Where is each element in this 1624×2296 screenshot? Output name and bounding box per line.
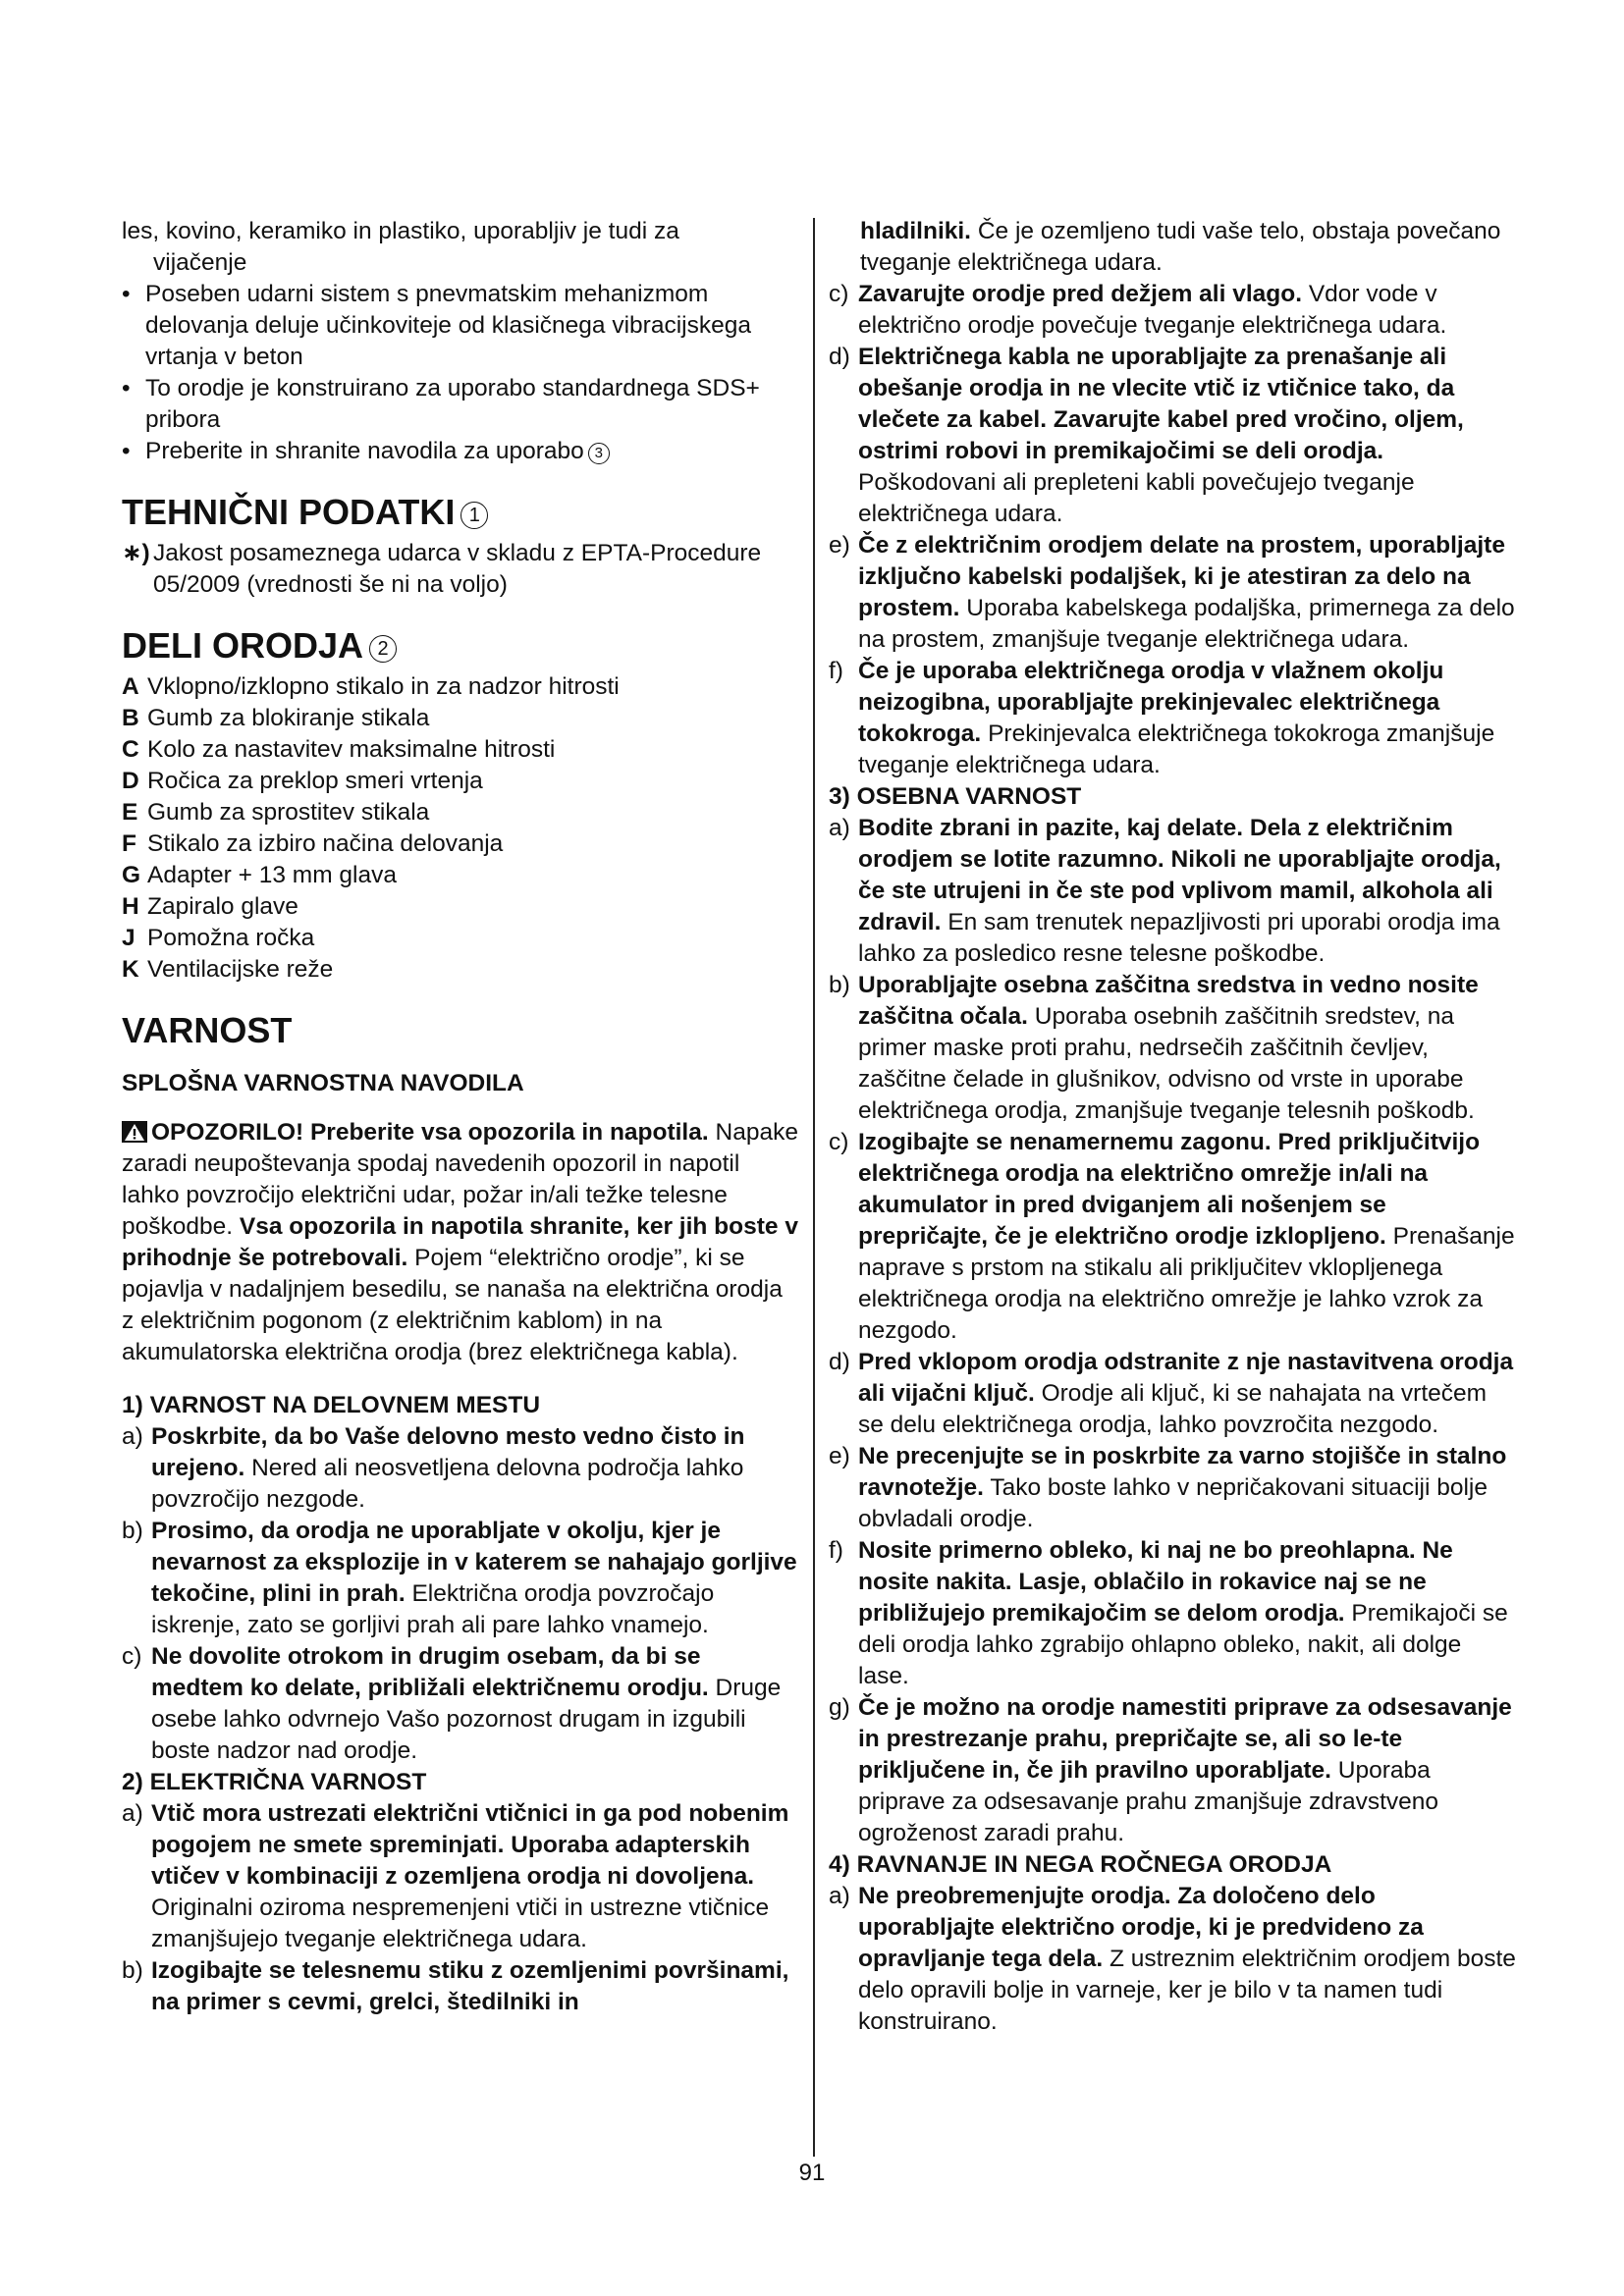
safety-item: f) Če je uporaba električnega orodja v vlažnem okolju neizogibna, uporabljajte prekinjevalec električnega tokokroga. Prekinjevalca električnega tokokroga zmanjšuje tveganje električnega udara. [829,658,1495,778]
general-safety-heading: SPLOŠNA VARNOSTNA NAVODILA [122,1070,524,1096]
intro-text: les, kovino, keramiko in plastiko, uporabljiv je tudi za vijačenje [122,218,679,276]
safety-item: c) Zavarujte orodje pred dežjem ali vlago. Vdor vode v električno orodje povečuje tveganje električnega udara. [829,281,1447,339]
safety-item: b) Prosimo, da orodja ne uporabljate v okolju, kjer je nevarnost za eksplozije in v katerem se nahajajo gorljive tekočine, plini in prah. Električna orodja povzročajo iskrenje, zato se gorljivi prah ali pare lahko vnamejo. [122,1518,797,1638]
parts-list [122,671,799,986]
part-item: J Pomožna ročka [122,925,315,951]
section-3-heading: 3) OSEBNA VARNOST [829,783,1082,810]
part-item: G Adapter + 13 mm glava [122,862,397,888]
continued-text: hladilniki. Če je ozemljeno tudi vaše telo, obstaja povečano tveganje električnega udara. [860,218,1501,276]
bullet-item: • Poseben udarni sistem s pnevmatskim mehanizmom delovanja deluje učinkoviteje od klasičnega vibracijskega vrtanja v beton [122,279,799,373]
section-2-heading: 2) ELEKTRIČNA VARNOST [122,1769,427,1795]
tech-data-heading: TEHNIČNI PODATKI 1 [122,493,799,532]
bullet-item: • To orodje je konstruirano za uporabo standardnega SDS+ pribora [122,373,799,436]
safety-item: g) Če je možno na orodje namestiti priprave za odsesavanje in prestrezanje prahu, prepričajte se, ali so le-te priključene in, če jih pravilno uporabljate. Uporaba priprave za odsesavanje prahu zmanjšuje zdravstveno ogroženost zaradi prahu. [829,1694,1512,1846]
part-item: C Kolo za nastavitev maksimalne hitrosti [122,736,556,763]
safety-item: a) Vtič mora ustrezati električni vtičnici in ga pod nobenim pogojem ne smete spreminjati. Uporaba adapterskih vtičev v kombinaciji z ozemljena orodja ni dovoljena. Originalni oziroma nespremenjeni vtiči in ustrezne vtičnice zmanjšujejo tveganje električnega udara. [122,1800,789,1952]
safety-item: e) Če z električnim orodjem delate na prostem, uporabljajte izključno kabelski podaljšek, ki je atestiran za delo na prostem. Uporaba kabelskega podaljška, primernega za delo na prostem, zmanjšuje tveganje električnega udara. [829,532,1515,653]
left-column [122,216,799,2018]
safety-item: e) Ne precenjujte se in poskrbite za varno stojišče in stalno ravnotežje. Tako boste lahko v nepričakovani situaciji bolje obvladali orodje. [829,1443,1507,1532]
figure-ref-3: 3 [588,443,610,464]
bullet-item: • Preberite in shranite navodila za uporabo 3 [122,436,799,467]
part-item: D Ročica za preklop smeri vrtenja [122,768,483,794]
safety-item: a) Poskrbite, da bo Vaše delovno mesto vedno čisto in urejeno. Nered ali neosvetljena delovna področja lahko povzročijo nezgode. [122,1423,745,1513]
figure-ref-1: 1 [460,502,488,529]
safety-heading: VARNOST [122,1010,293,1050]
safety-item: c) Ne dovolite otrokom in drugim osebam, da bi se medtem ko delate, približali električnemu orodju. Druge osebe lahko odvrnejo Vašo pozornost drugam in izgubili boste nadzor nad orodje. [122,1643,782,1764]
safety-item: d) Električnega kabla ne uporabljajte za prenašanje ali obešanje orodja in ne vlecite vtič iz vtičnice tako, da vlečete za kabel. Zavarujte kabel pred vročino, oljem, ostrimi robovi in premikajočimi se deli orodja. Poškodovani ali prepleteni kabli povečujejo tveganje električnega udara. [829,344,1464,527]
section-1-heading: 1) VARNOST NA DELOVNEM MESTU [122,1392,541,1418]
warning-paragraph: OPOZORILO! Preberite vsa opozorila in napotila. Napake zaradi neupoštevanja spodaj navedenih opozoril in napotil lahko povzročijo električni udar, požar in/ali težke telesne poškodbe. Vsa opozorila in napotila shranite, ker jih boste v prihodnje še potrebovali. Pojem “električno orodje”, ki se pojavlja v nadaljnjem besedilu, se nanaša na električna orodja z električnim pogonom (z električnim kablom) in na akumulatorska električna orodja (brez električnega kabla). [122,1119,798,1365]
page-number: 91 [798,2160,826,2186]
part-item: K Ventilacijske reže [122,956,334,983]
column-divider [813,218,815,2157]
safety-item: c) Izogibajte se nenamernemu zagonu. Pred priključitvijo električnega orodja na električno omrežje in/ali na akumulator in pred dviganjem ali nošenjem se prepričajte, če je električno orodje izklopljeno. Prenašanje naprave s prstom na stikalu ali priključitev vklopljenega električnega orodja na električno omrežje je lahko vzrok za nezgodo. [829,1129,1515,1344]
parts-heading: DELI ORODJA 2 [122,626,799,666]
feature-bullets [122,279,799,467]
safety-item: a) Bodite zbrani in pazite, kaj delate. Dela z električnim orodjem se lotite razumno. Nikoli ne uporabljajte orodja, če ste utrujeni in če ste pod vplivom mamil, alkohola ali zdravil. En sam trenutek nepazljivosti pri uporabi orodja ima lahko za posledico resne telesne poškodbe. [829,815,1501,967]
part-item: F Stikalo za izbiro načina delovanja [122,830,504,857]
safety-item: b) Izogibajte se telesnemu stiku z ozemljenimi površinami, na primer s cevmi, grelci, štedilniki in [122,1957,789,2015]
part-item: A Vklopno/izklopno stikalo in za nadzor hitrosti [122,673,620,700]
figure-ref-2: 2 [369,635,397,663]
warning-icon [122,1121,147,1143]
safety-item: a) Ne preobremenjujte orodja. Za določeno delo uporabljajte električno orodje, ki je predvideno za opravljanje tega dela. Z ustreznim električnim orodjem boste delo opravili bolje in varneje, ker je bilo v ta namen tudi konstruirano. [829,1883,1516,2035]
part-item: E Gumb za sprostitev stikala [122,799,430,826]
right-column [829,216,1516,2038]
safety-item: d) Pred vklopom orodja odstranite z nje nastavitvena orodja ali vijačni ključ. Orodje ali ključ, ki se nahajata na vrtečem se delu električnega orodja, lahko povzročita nezgodo. [829,1349,1514,1438]
tech-note: ∗) Jakost posameznega udarca v skladu z EPTA-Procedure 05/2009 (vrednosti še ni na voljo) [122,540,762,598]
section-4-heading: 4) RAVNANJE IN NEGA ROČNEGA ORODJA [829,1851,1332,1878]
safety-item: b) Uporabljajte osebna zaščitna sredstva in vedno nosite zaščitna očala. Uporaba osebnih zaščitnih sredstev, na primer maske proti prahu, nedrsečih zaščitnih čevljev, zaščitne čelade in glušnikov, odvisno od vrste in uporabe električnega orodja, zmanjšuje tveganje telesnih poškodb. [829,972,1479,1124]
part-item: H Zapiralo glave [122,893,298,920]
part-item: B Gumb za blokiranje stikala [122,705,430,731]
safety-item: f) Nosite primerno obleko, ki naj ne bo preohlapna. Ne nosite nakita. Lasje, oblačilo in rokavice naj se ne približujejo premikajočim se delom orodja. Premikajoči se deli orodja lahko zgrabijo ohlapno obleko, nakit, ali dolge lase. [829,1537,1508,1689]
